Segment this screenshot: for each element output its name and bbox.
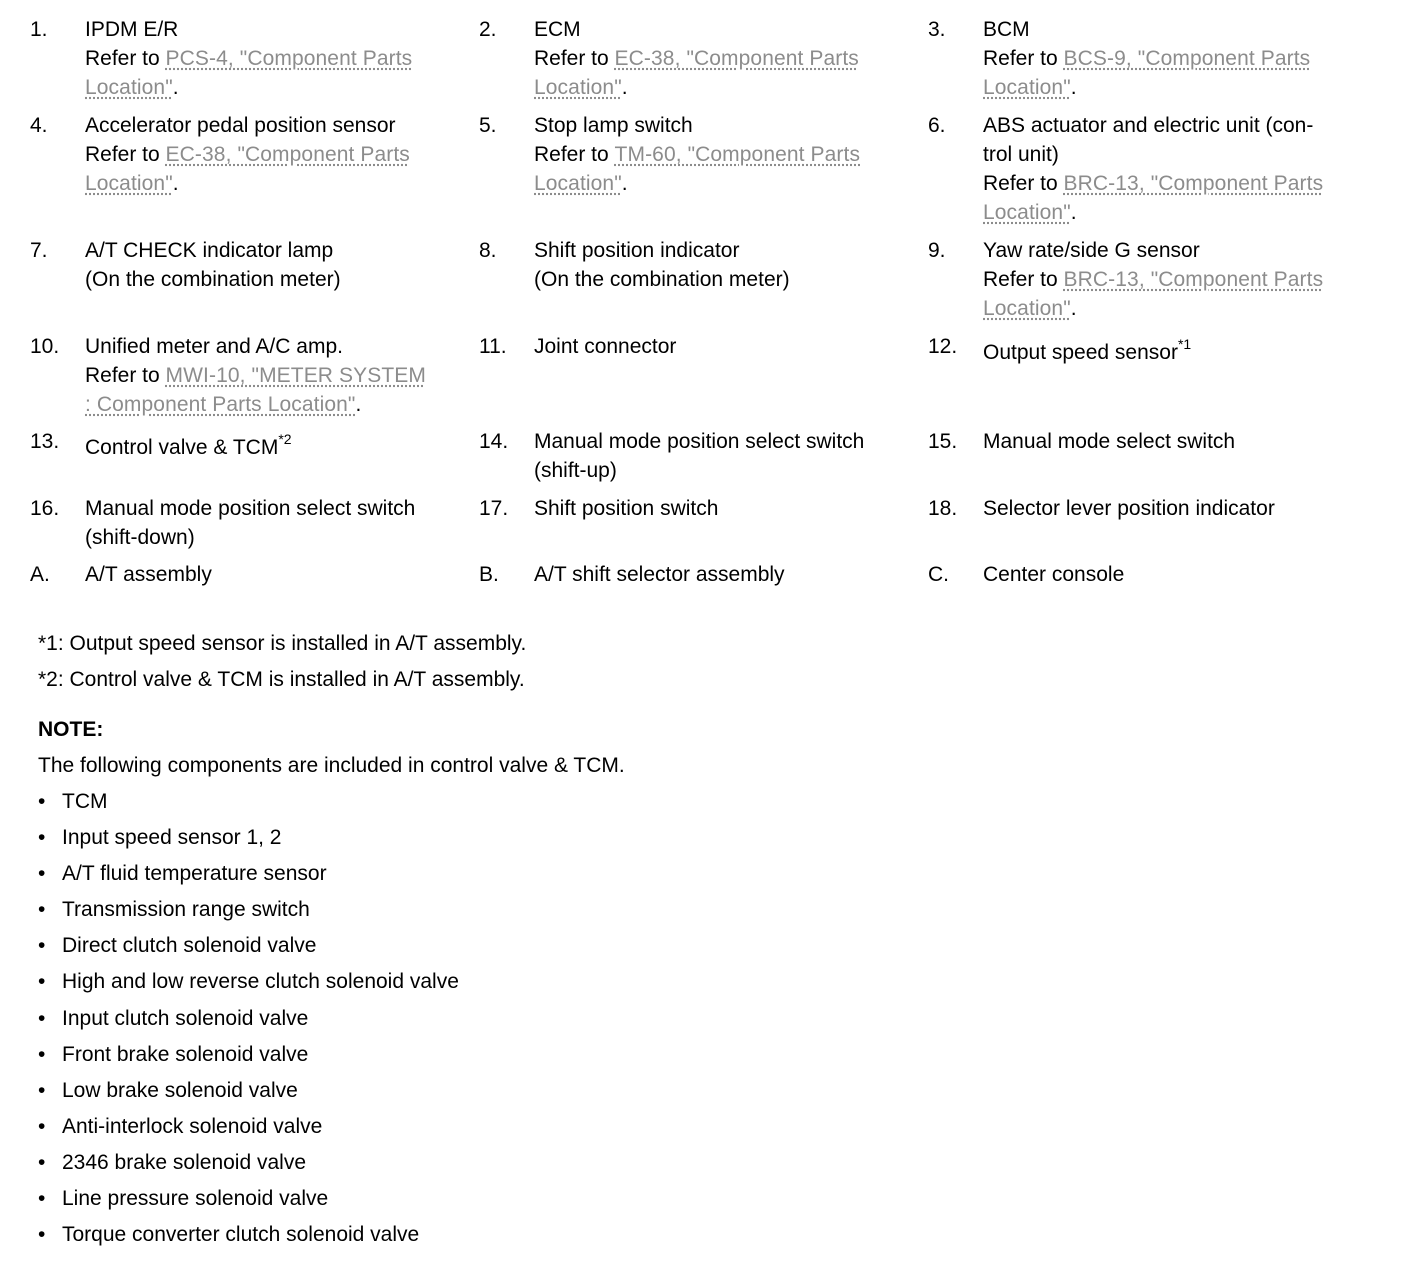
list-item-text: High and low reverse clutch solenoid valve (62, 970, 459, 994)
note-text: The following components are included in control valve & TCM. (38, 754, 625, 777)
reference-link-cont[interactable]: Location" (983, 76, 1071, 99)
bullet-icon: • (38, 862, 46, 886)
refer-label: Refer to (85, 47, 166, 70)
refer-label: Refer to (534, 47, 615, 70)
item-number: 16. (30, 497, 60, 520)
list-item (38, 787, 459, 823)
reference-link[interactable]: PCS-4, "Component Parts (165, 47, 413, 70)
ref-suffix: . (172, 172, 179, 195)
item-name: Manual mode position select switch (85, 497, 416, 520)
item-number: 13. (30, 430, 60, 453)
item-name: Unified meter and A/C amp. (85, 335, 343, 358)
reference-link-cont[interactable]: Location" (983, 297, 1071, 320)
reference-link-cont[interactable]: Location" (85, 172, 173, 195)
list-item (38, 931, 459, 967)
item-name: Output speed sensor (983, 341, 1178, 364)
item-name: Yaw rate/side G sensor (983, 239, 1200, 262)
list-item (38, 1004, 459, 1040)
bullet-icon: • (38, 1150, 46, 1174)
refer-label: Refer to (983, 268, 1064, 291)
footnote-marker: *2 (278, 431, 292, 447)
item-number: 15. (928, 430, 958, 453)
list-item-text: Transmission range switch (62, 898, 310, 922)
item-number: 4. (30, 114, 48, 137)
item-number: 17. (479, 497, 509, 520)
item-name: IPDM E/R (85, 18, 179, 41)
bullet-icon: • (38, 898, 46, 922)
bullet-icon: • (38, 1078, 46, 1102)
item-number: 12. (928, 335, 958, 358)
item-name: A/T shift selector assembly (534, 563, 785, 586)
item-number: 3. (928, 18, 946, 41)
bullet-icon: • (38, 1187, 46, 1211)
list-item-text: Torque converter clutch solenoid valve (62, 1223, 420, 1247)
list-item-text: Line pressure solenoid valve (62, 1187, 329, 1211)
list-item (38, 1040, 459, 1076)
bullet-icon: • (38, 1223, 46, 1247)
item-name: Accelerator pedal position sensor (85, 114, 396, 137)
footnote-marker: *1 (1177, 336, 1192, 352)
item-name: Manual mode position select switch (534, 430, 865, 453)
item-name-cont: (On the combination meter) (534, 268, 790, 291)
reference-link-cont[interactable]: : Component Parts Location" (85, 393, 356, 416)
item-name: Shift position indicator (534, 239, 740, 262)
list-item-text: A/T fluid temperature sensor (62, 862, 327, 886)
item-name: ECM (534, 18, 581, 41)
ref-suffix: . (1070, 76, 1077, 99)
list-item-text: TCM (62, 790, 108, 813)
list-item-text: Input clutch solenoid valve (62, 1006, 309, 1030)
reference-link[interactable]: TM-60, "Component Parts (614, 143, 861, 166)
item-letter: B. (479, 563, 499, 586)
note-bullet-list (38, 787, 459, 1256)
reference-link-cont[interactable]: Location" (983, 201, 1071, 224)
item-name: BCM (983, 18, 1030, 41)
bullet-icon: • (38, 934, 46, 958)
item-letter: C. (928, 563, 949, 586)
footnote-2: *2: Control valve & TCM is installed in A/T assembly. (38, 668, 525, 691)
refer-label: Refer to (983, 47, 1064, 70)
item-name: Stop lamp switch (534, 114, 693, 137)
list-item (38, 1184, 459, 1220)
list-item (38, 1076, 459, 1112)
list-item-text: Low brake solenoid valve (62, 1078, 298, 1102)
ref-suffix: . (355, 393, 362, 416)
reference-link-cont[interactable]: Location" (534, 76, 622, 99)
list-item (38, 1148, 459, 1184)
list-item (38, 895, 459, 931)
list-item-text: Front brake solenoid valve (62, 1042, 309, 1066)
refer-label: Refer to (85, 143, 166, 166)
item-name-cont: trol unit) (983, 143, 1059, 166)
reference-link[interactable]: BRC-13, "Component Parts (1063, 172, 1324, 195)
item-name-cont: (shift-down) (85, 526, 195, 549)
list-item (38, 823, 459, 859)
bullet-icon: • (38, 826, 46, 850)
item-name: ABS actuator and electric unit (con- (983, 114, 1314, 137)
reference-link-cont[interactable]: Location" (534, 172, 622, 195)
reference-link[interactable]: EC-38, "Component Parts (165, 143, 410, 166)
ref-suffix: . (172, 76, 179, 99)
refer-label: Refer to (85, 364, 166, 387)
bullet-icon: • (38, 790, 46, 813)
item-name: Joint connector (534, 335, 677, 358)
item-name: A/T CHECK indicator lamp (85, 239, 334, 262)
footnote-1: *1: Output speed sensor is installed in A/T assembly. (38, 632, 527, 655)
refer-label: Refer to (983, 172, 1064, 195)
item-number: 7. (30, 239, 48, 262)
item-name: Center console (983, 563, 1125, 586)
item-number: 9. (928, 239, 946, 262)
item-number: 18. (928, 497, 958, 520)
reference-link[interactable]: MWI-10, "METER SYSTEM (165, 364, 426, 387)
item-number: 11. (479, 335, 507, 358)
item-number: 1. (30, 18, 48, 41)
item-number: 10. (30, 335, 60, 358)
item-name-cont: (On the combination meter) (85, 268, 341, 291)
list-item (38, 859, 459, 895)
reference-link-cont[interactable]: Location" (85, 76, 173, 99)
item-name: Selector lever position indicator (983, 497, 1275, 520)
list-item-text: 2346 brake solenoid valve (62, 1150, 307, 1174)
item-number: 14. (479, 430, 509, 453)
item-number: 8. (479, 239, 497, 262)
list-item-text: Anti-interlock solenoid valve (62, 1114, 323, 1138)
item-name: Manual mode select switch (983, 430, 1236, 453)
list-item (38, 1220, 459, 1256)
list-item (38, 1112, 459, 1148)
item-name: A/T assembly (85, 563, 212, 586)
item-number: 5. (479, 114, 497, 137)
item-name-cont: (shift-up) (534, 459, 617, 482)
list-item (38, 967, 459, 1003)
note-title: NOTE: (38, 718, 104, 741)
bullet-icon: • (38, 1114, 46, 1138)
item-name: Shift position switch (534, 497, 719, 520)
bullet-icon: • (38, 970, 46, 994)
ref-suffix: . (1070, 201, 1077, 224)
item-name: Control valve & TCM (85, 436, 279, 459)
list-item-text: Input speed sensor 1, 2 (62, 826, 282, 850)
refer-label: Refer to (534, 143, 615, 166)
item-number: 6. (928, 114, 946, 137)
bullet-icon: • (38, 1042, 46, 1066)
ref-suffix: . (621, 76, 628, 99)
list-item-text: Direct clutch solenoid valve (62, 934, 317, 958)
bullet-icon: • (38, 1006, 46, 1030)
item-number: 2. (479, 18, 497, 41)
reference-link[interactable]: EC-38, "Component Parts (614, 47, 859, 70)
reference-link[interactable]: BRC-13, "Component Parts (1063, 268, 1324, 291)
ref-suffix: . (621, 172, 628, 195)
item-letter: A. (30, 563, 50, 586)
reference-link[interactable]: BCS-9, "Component Parts (1063, 47, 1311, 70)
ref-suffix: . (1070, 297, 1077, 320)
